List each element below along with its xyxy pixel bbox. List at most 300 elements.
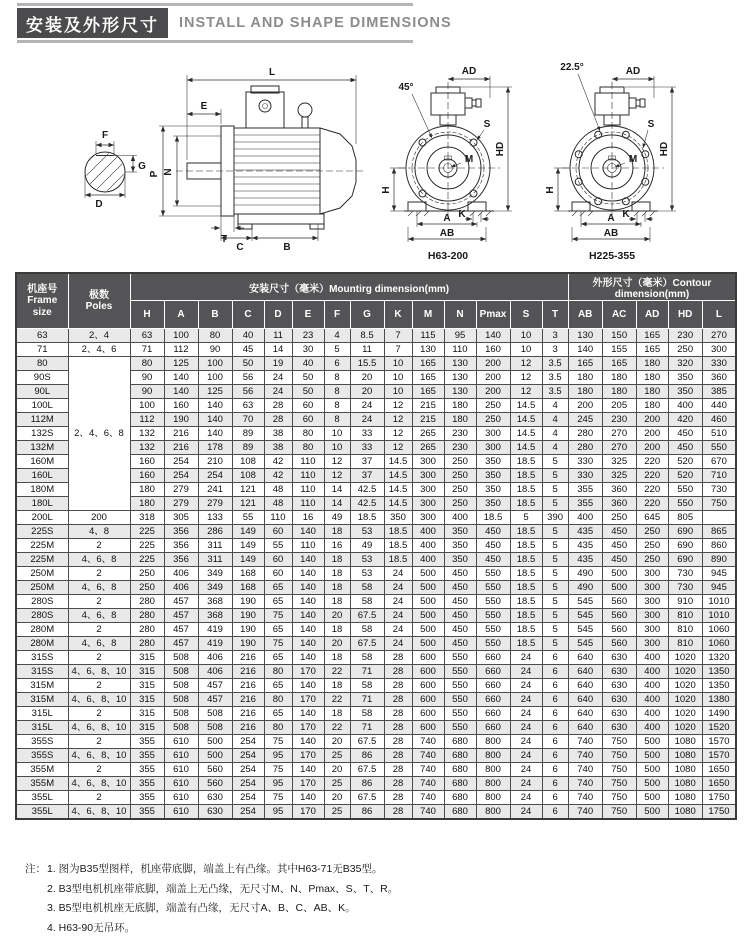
dim-cell-AB: 545 [568,609,602,623]
dim-cell-T: 4 [542,441,568,455]
dim-cell-S: 18.5 [510,525,542,539]
dim-cell-D: 95 [264,749,292,763]
dim-cell-E: 140 [292,679,324,693]
dim-cell-AD: 250 [636,539,668,553]
dim-cell-D: 11 [264,329,292,343]
dim-cell-T: 5 [542,469,568,483]
dim-cell-B: 406 [198,651,232,665]
dim-cell-B: 630 [198,805,232,820]
dim-cell-D: 28 [264,413,292,427]
dim-cell-S: 10 [510,343,542,357]
dim-cell-N: 350 [444,525,476,539]
dim-cell-T: 6 [542,679,568,693]
dim-cell-M: 165 [412,371,444,385]
dim-cell-AC: 750 [602,735,636,749]
dim-cell-AC: 325 [602,469,636,483]
dim-cell-T: 4 [542,413,568,427]
dim-cell-Pmax: 400 [444,511,476,525]
dim-cell-H: 160 [130,455,164,469]
dim-cell-HD: 1020 [668,665,702,679]
dim-cell-M: 115 [412,329,444,343]
dim-cell-T: 5 [542,581,568,595]
table-row [16,343,736,357]
table-row [16,665,736,679]
dim-cell-L: 805 [668,511,702,525]
frame-size-cell: 71 [16,343,68,357]
dim-cell-AC: 180 [602,371,636,385]
poles-cell: 2 [68,707,130,721]
dim-cell-G: 71 [350,693,384,707]
dim-cell-B: 279 [198,497,232,511]
dim-cell-HD: 450 [668,441,702,455]
dim-cell-C: 121 [232,497,264,511]
dim-cell-T: 4 [542,427,568,441]
dim-cell-T: 3 [542,329,568,343]
dim-cell-F: 18 [324,623,350,637]
dim-cell-L: 460 [702,413,736,427]
dim-cell-AD: 300 [636,637,668,651]
dim-cell-N: 680 [444,791,476,805]
dim-cell-AC: 750 [602,763,636,777]
dim-cell-AD: 500 [636,763,668,777]
dim-cell-F: 18 [324,567,350,581]
poles-cell: 4、6、8 [68,609,130,623]
dim-cell-B: 100 [198,357,232,371]
dim-cell-L: 1320 [702,651,736,665]
dim-cell-Pmax: 800 [476,749,510,763]
dim-cell-N: 95 [444,329,476,343]
dim-label-S: S [647,119,655,130]
dim-cell-T: 5 [542,455,568,469]
dim-cell-G: 58 [350,651,384,665]
poles-cell: 4、6、8 [68,637,130,651]
dim-cell-G: 11 [350,343,384,357]
dim-cell-F: 14 [324,483,350,497]
dim-cell-B: 125 [198,385,232,399]
dim-cell-S: 24 [510,777,542,791]
table-row [16,511,736,525]
dim-cell-T: 5 [542,595,568,609]
dim-cell-AB: 490 [568,567,602,581]
dim-cell-K: 14.5 [384,469,412,483]
dim-cell-Pmax: 550 [476,567,510,581]
dim-cell-A: 100 [164,329,198,343]
dim-cell-D: 38 [264,441,292,455]
dim-cell-AD: 500 [636,777,668,791]
dim-cell-AC: 750 [602,805,636,820]
dim-cell-F: 18 [324,707,350,721]
dim-cell-AD: 200 [636,427,668,441]
dim-cell-T: 5 [542,637,568,651]
frame-size-cell: 315S [16,651,68,665]
dim-cell-AC: 750 [602,777,636,791]
dim-cell-K: 28 [384,763,412,777]
dim-cell-F: 10 [324,427,350,441]
table-row [16,679,736,693]
dim-cell-S: 24 [510,791,542,805]
dim-cell-M: 600 [412,665,444,679]
dim-cell-S: 14.5 [510,441,542,455]
table-row [16,357,736,371]
dim-cell-AD: 300 [636,595,668,609]
dim-cell-A: 216 [164,427,198,441]
dim-cell-AB: 180 [568,371,602,385]
dim-cell-Pmax: 200 [476,371,510,385]
dim-cell-N: 680 [444,763,476,777]
dim-cell-H: 280 [130,623,164,637]
col-header-E: E [292,301,324,329]
frame-size-cell: 355L [16,791,68,805]
dim-cell-AB: 545 [568,595,602,609]
col-header-N: N [444,301,476,329]
col-header-AD: AD [636,301,668,329]
dim-cell-Pmax: 350 [476,483,510,497]
dim-cell-S: 18.5 [510,483,542,497]
dim-cell-N: 450 [444,623,476,637]
poles-cell: 4、6、8、10 [68,777,130,791]
dim-label-K: K [458,209,466,220]
dim-cell-A: 279 [164,497,198,511]
dim-cell-N: 230 [444,427,476,441]
dim-cell-T: 3 [542,343,568,357]
dim-cell-Pmax: 200 [476,385,510,399]
dim-cell-E: 140 [292,595,324,609]
dim-cell-N: 680 [444,777,476,791]
dim-cell-B: 286 [198,525,232,539]
poles-cell: 2、4、6 [68,343,130,357]
dim-cell-AD: 300 [636,581,668,595]
poles-header [68,273,130,329]
dim-cell-T: 3.5 [542,357,568,371]
dim-cell-D: 28 [264,399,292,413]
dim-cell-B: 457 [198,679,232,693]
dim-cell-D: 75 [264,763,292,777]
col-header-AB: AB [568,301,602,329]
dim-cell-G: 49 [324,511,350,525]
dim-cell-AC: 750 [602,749,636,763]
dim-cell-HD: 690 [668,525,702,539]
dim-cell-E: 170 [292,805,324,820]
dim-cell-C: 254 [232,791,264,805]
dim-cell-T: 6 [542,693,568,707]
dim-cell-A: 610 [164,749,198,763]
dim-cell-K: 14.5 [384,455,412,469]
dim-cell-C: 70 [232,413,264,427]
dim-cell-AC: 560 [602,623,636,637]
col-header-L: L [702,301,736,329]
dim-cell-AB: 280 [568,427,602,441]
dim-cell-A: 457 [164,623,198,637]
poles-cell: 2 [68,623,130,637]
dim-cell-T: 6 [542,735,568,749]
dim-cell-M: 215 [412,399,444,413]
dim-cell-AB: 390 [542,511,568,525]
dim-cell-H: 355 [130,749,164,763]
dim-cell-H: 250 [130,567,164,581]
dim-label-HD: HD [659,141,670,157]
dim-cell-K: 14.5 [384,483,412,497]
dim-cell-L: 710 [702,469,736,483]
dim-cell-AB: 740 [568,763,602,777]
dim-cell-D: 19 [264,357,292,371]
dim-cell-Pmax: 660 [476,679,510,693]
dim-cell-H: 200 [68,511,130,525]
frame-size-cell: 63 [16,329,68,343]
dim-cell-AC: 155 [602,343,636,357]
dim-cell-L: 1650 [702,777,736,791]
dim-label-B: B [283,242,291,253]
dim-cell-AC: 630 [602,721,636,735]
dim-cell-S: 24 [510,721,542,735]
dim-cell-C: 63 [232,399,264,413]
dim-cell-N: 550 [444,693,476,707]
frame-size-cell: 280M [16,637,68,651]
dim-cell-S: 18.5 [510,567,542,581]
poles-cell: 4、6、8、10 [68,805,130,820]
dim-cell-B: 560 [198,777,232,791]
dim-cell-C: 254 [232,749,264,763]
frame-size-header [16,273,68,329]
frame-size-cell: 225S [16,525,68,539]
dim-cell-S: 18.5 [510,637,542,651]
dim-cell-N: 250 [444,497,476,511]
dim-cell-AB: 355 [568,497,602,511]
dim-cell-N: 250 [444,469,476,483]
dim-cell-AB: 180 [568,385,602,399]
dim-cell-K: 7 [384,329,412,343]
table-row [16,777,736,791]
dim-cell-B: 311 [198,553,232,567]
note-line-2: 2. B3型电机机座带底脚，端盖上无凸缘，无尺寸M、N、Pmax、S、T、R。 [47,882,399,895]
dim-cell-AB: 200 [568,399,602,413]
dim-cell-S: 18.5 [476,511,510,525]
dim-cell-B: 560 [198,763,232,777]
dim-cell-Pmax: 550 [476,609,510,623]
dim-cell-T: 5 [542,483,568,497]
dim-cell-K: 28 [384,805,412,820]
note-line-3: 3. B5型电机机座无底脚，端盖有凸缘，无尺寸A、B、C、AB、K。 [47,902,356,914]
dim-cell-AC: 270 [602,441,636,455]
dim-cell-Pmax: 800 [476,805,510,820]
dim-cell-Pmax: 660 [476,721,510,735]
dim-cell-K: 24 [384,609,412,623]
dim-cell-N: 450 [444,581,476,595]
table-row [16,763,736,777]
dim-cell-D: 60 [264,567,292,581]
dim-cell-F: 18 [324,679,350,693]
dim-cell-Pmax: 800 [476,735,510,749]
poles-cell: 4、6、8、10 [68,749,130,763]
dim-cell-B: 630 [198,791,232,805]
dim-cell-AC: 150 [602,329,636,343]
dim-cell-AC: 450 [602,525,636,539]
dim-cell-AB: 740 [568,735,602,749]
dim-cell-AC: 750 [602,791,636,805]
dim-cell-S: 14.5 [510,413,542,427]
frame-size-cell: 280S [16,595,68,609]
dim-cell-AB: 740 [568,749,602,763]
dim-cell-M: 350 [384,511,412,525]
dim-cell-A: 356 [164,553,198,567]
dim-cell-K: 12 [384,399,412,413]
dim-cell-B: 80 [198,329,232,343]
dim-cell-A: 356 [164,539,198,553]
dim-cell-C: 168 [232,581,264,595]
dim-cell-N: 550 [444,707,476,721]
dim-label-S: S [483,119,491,130]
group-header-row [16,273,736,301]
dim-cell-C: 89 [232,427,264,441]
frame-size-cell: 250M [16,581,68,595]
dim-cell-AC: 630 [602,707,636,721]
dim-cell-T: 4 [542,399,568,413]
dim-cell-AD: 180 [636,385,668,399]
dim-cell-G: 53 [350,567,384,581]
dim-cell-A: 508 [164,679,198,693]
dim-cell-HD: 1020 [668,651,702,665]
dim-cell-AB: 740 [568,791,602,805]
frame-size-cell: 225M [16,553,68,567]
frame-size-cell: 315S [16,665,68,679]
dim-cell-H: 112 [130,413,164,427]
dim-cell-A: 140 [164,385,198,399]
dim-cell-E: 170 [292,693,324,707]
table-row [16,637,736,651]
dim-cell-F: 4 [324,329,350,343]
dim-cell-G: 67.5 [350,609,384,623]
dim-cell-L: 1570 [702,735,736,749]
dim-cell-C: 216 [232,679,264,693]
dim-cell-C: 149 [232,539,264,553]
dim-cell-D: 80 [264,721,292,735]
dim-cell-B: 500 [198,749,232,763]
dim-cell-K: 28 [384,749,412,763]
dim-cell-Pmax: 160 [476,343,510,357]
dim-cell-AB: 740 [568,777,602,791]
col-header-H: H [130,301,164,329]
dim-cell-B: 241 [198,483,232,497]
dim-cell-S: 18.5 [510,469,542,483]
dim-cell-S: 18.5 [510,609,542,623]
dim-cell-C: 254 [232,735,264,749]
dim-cell-T: 5 [542,623,568,637]
dim-cell-AD: 165 [636,329,668,343]
dim-cell-D: 55 [264,539,292,553]
dim-cell-K: 10 [384,385,412,399]
dim-cell-H: 160 [130,469,164,483]
dim-cell-A: 610 [164,763,198,777]
dim-cell-K: 28 [384,665,412,679]
dim-cell-A: 356 [164,525,198,539]
dim-cell-AD: 220 [636,455,668,469]
table-row [16,525,736,539]
dim-cell-L: 670 [702,455,736,469]
dim-cell-HD: 230 [668,329,702,343]
dim-cell-Pmax: 450 [476,539,510,553]
dim-cell-T: 3.5 [542,385,568,399]
technical-drawings [0,48,750,270]
poles-cell: 4、8 [68,525,130,539]
dim-cell-M: 740 [412,791,444,805]
dim-cell-C: 216 [232,693,264,707]
dim-cell-F: 18 [324,651,350,665]
poles-header-cn: 极数 [89,289,109,301]
dim-cell-N: 130 [444,371,476,385]
dim-cell-M: 740 [412,805,444,820]
frame-size-cell: 90L [16,385,68,399]
dim-cell-C: 56 [232,371,264,385]
dim-cell-C: 190 [232,637,264,651]
dim-cell-L: 1060 [702,637,736,651]
dim-cell-F: 22 [324,693,350,707]
dim-cell-E: 50 [292,371,324,385]
dim-cell-AD: 500 [636,735,668,749]
dim-cell-AB: 435 [568,553,602,567]
contour-group-header: 外形尺寸（毫米）Contour dimension(mm) [568,273,736,301]
dim-cell-T: 6 [542,707,568,721]
table-row [16,651,736,665]
dim-cell-AC: 400 [568,511,602,525]
dim-cell-C: 254 [232,805,264,820]
frame-size-cell: 132S [16,427,68,441]
dim-cell-AD: 200 [636,413,668,427]
dim-cell-H: 225 [130,539,164,553]
dim-cell-B: 368 [198,595,232,609]
dim-cell-M: 400 [412,525,444,539]
dim-cell-G: 58 [350,679,384,693]
dim-cell-T: 5 [542,539,568,553]
dim-cell-HD: 730 [668,581,702,595]
dim-cell-T: 5 [542,567,568,581]
dim-cell-A: 457 [164,637,198,651]
col-header-K: K [384,301,412,329]
dim-cell-M: 300 [412,497,444,511]
dim-cell-N: 550 [444,679,476,693]
dim-cell-K: 24 [384,623,412,637]
frame-size-cell: 355M [16,763,68,777]
dim-cell-F: 18 [324,525,350,539]
dim-cell-H: 315 [130,693,164,707]
dim-cell-S: 18.5 [510,455,542,469]
frame-size-cell: 250M [16,567,68,581]
dim-label-AD: AD [461,66,477,77]
poles-cell: 2 [68,735,130,749]
dim-cell-M: 265 [412,427,444,441]
dim-cell-H: 80 [130,357,164,371]
dim-cell-D: 75 [264,735,292,749]
dim-cell-C: 216 [232,721,264,735]
dim-cell-Pmax: 800 [476,791,510,805]
dim-cell-AB: 640 [568,665,602,679]
dim-cell-C: 216 [232,707,264,721]
col-header-M: M [412,301,444,329]
poles-cell: 2 [68,651,130,665]
dim-label-A: A [607,213,615,224]
dim-cell-AC: 450 [602,553,636,567]
dim-cell-HD: 320 [668,357,702,371]
frame-size-cell: 355M [16,777,68,791]
dim-cell-B: 90 [198,343,232,357]
dim-cell-G: 67.5 [350,637,384,651]
dim-cell-E: 140 [292,707,324,721]
dim-cell-Pmax: 140 [476,329,510,343]
dim-cell-S: 18.5 [510,497,542,511]
dim-cell-G: 58 [350,595,384,609]
dim-cell-L: 1750 [702,805,736,820]
dim-cell-A: 112 [164,343,198,357]
table-row [16,735,736,749]
dim-cell-E: 60 [292,399,324,413]
